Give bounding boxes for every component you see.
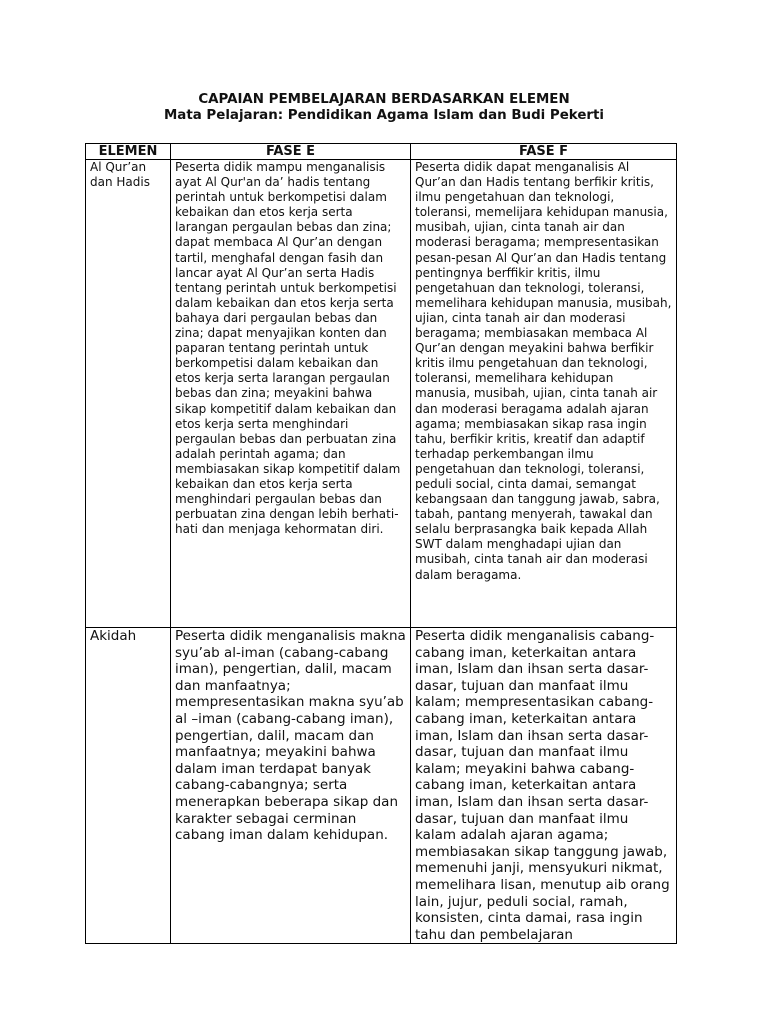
table-row <box>86 628 677 944</box>
document-subtitle: Mata Pelajaran: Pendidikan Agama Islam dan Budi Pekerti <box>163 108 605 123</box>
document-header <box>0 92 768 124</box>
fase-f-cell: Peserta didik dapat menganalisis Al Qur’an dan Hadis tentang berfikir kritis, ilmu pengetahuan dan teknologi, toleransi, memelijara kehidupan manusia, musibah, ujian, cinta tanah air dan moderasi beragama; mempresentasikan pesan-pesan Al Qur’an dan Hadis tentang pentingnya berffikir kritis, ilmu pengetahuan dan teknologi, toleransi, memelihara kehidupan manusia, musibah, ujian, cinta tanah air dan moderasi beragama; membiasakan membaca Al Qur’an dengan meyakini bahwa berfikir kritis ilmu pengetahuan dan teknologi, toleransi, memelihara kehidupan manusia, musibah, ujian, cinta tanah air dan moderasi beragama adalah ajaran agama; membiasakan sikap rasa ingin tahu, berfikir kritis, kreatif dan adaptif terhadap perkembangan ilmu pengetahuan dan teknologi, toleransi, peduli social, cinta damai, semangat kebangsaan dan tanggung jawab, sabra, tabah, pantang menyerah, tawakal dan selalu berprasangka baik kepada Allah SWT dalam menghadapi ujian dan musibah, cinta tanah air dan moderasi dalam beragama. <box>411 160 677 628</box>
column-header-elemen: ELEMEN <box>86 144 171 160</box>
column-header-fase-f: FASE F <box>411 144 677 160</box>
fase-f-cell: Peserta didik menganalisis cabang-cabang iman, keterkaitan antara iman, Islam dan ihsan serta dasar-dasar, tujuan dan manfaat ilmu kalam; mempresentasikan cabang-cabang iman, keterkaitan antara iman, Islam dan ihsan serta dasar-dasar, tujuan dan manfaat ilmu kalam; meyakini bahwa cabang-cabang iman, keterkaitan antara iman, Islam dan ihsan serta dasar-dasar, tujuan dan manfaat ilmu kalam adalah ajaran agama; membiasakan sikap tanggung jawab, memenuhi janji, mensyukuri nikmat, memelihara lisan, menutup aib orang lain, jujur, peduli social, ramah, konsisten, cinta damai, rasa ingin tahu dan pembelajaran <box>411 628 677 944</box>
document-title: CAPAIAN PEMBELAJARAN BERDASARKAN ELEMEN <box>198 92 570 107</box>
table-row <box>86 160 677 628</box>
fase-e-cell: Peserta didik mampu menganalisis ayat Al Qur'an da’ hadis tentang perintah untuk berkompetisi dalam kebaikan dan etos kerja serta larangan pergaulan bebas dan zina; dapat membaca Al Qur’an dengan tartil, menghafal dengan fasih dan lancar ayat Al Qur’an serta Hadis tentang perintah untuk berkompetisi dalam kebaikan dan etos kerja serta bahaya dari pergaulan bebas dan zina; dapat menyajikan konten dan paparan tentang perintah untuk berkompetisi dalam kebaikan dan etos kerja serta larangan pergaulan bebas dan zina; meyakini bahwa sikap kompetitif dalam kebaikan dan etos kerja serta menghindari pergaulan bebas dan perbuatan zina adalah perintah agama; dan membiasakan sikap kompetitif dalam kebaikan dan etos kerja serta menghindari pergaulan bebas dan perbuatan zina dengan lebih berhati-hati dan menjaga kehormatan diri. <box>171 160 411 628</box>
table-header-row <box>86 144 677 160</box>
fase-e-cell: Peserta didik menganalisis makna syu’ab al-iman (cabang-cabang iman), pengertian, dalil, macam dan manfaatnya; mempresentasikan makna syu’ab al –iman (cabang-cabang iman), pengertian, dalil, macam dan manfaatnya; meyakini bahwa dalam iman terdapat banyak cabang-cabangnya; serta menerapkan beberapa sikap dan karakter sebagai cerminan cabang iman dalam kehidupan. <box>171 628 411 944</box>
capaian-table <box>85 143 677 944</box>
elemen-cell: Al Qur’an dan Hadis <box>86 160 171 628</box>
elemen-cell: Akidah <box>86 628 171 944</box>
column-header-fase-e: FASE E <box>171 144 411 160</box>
